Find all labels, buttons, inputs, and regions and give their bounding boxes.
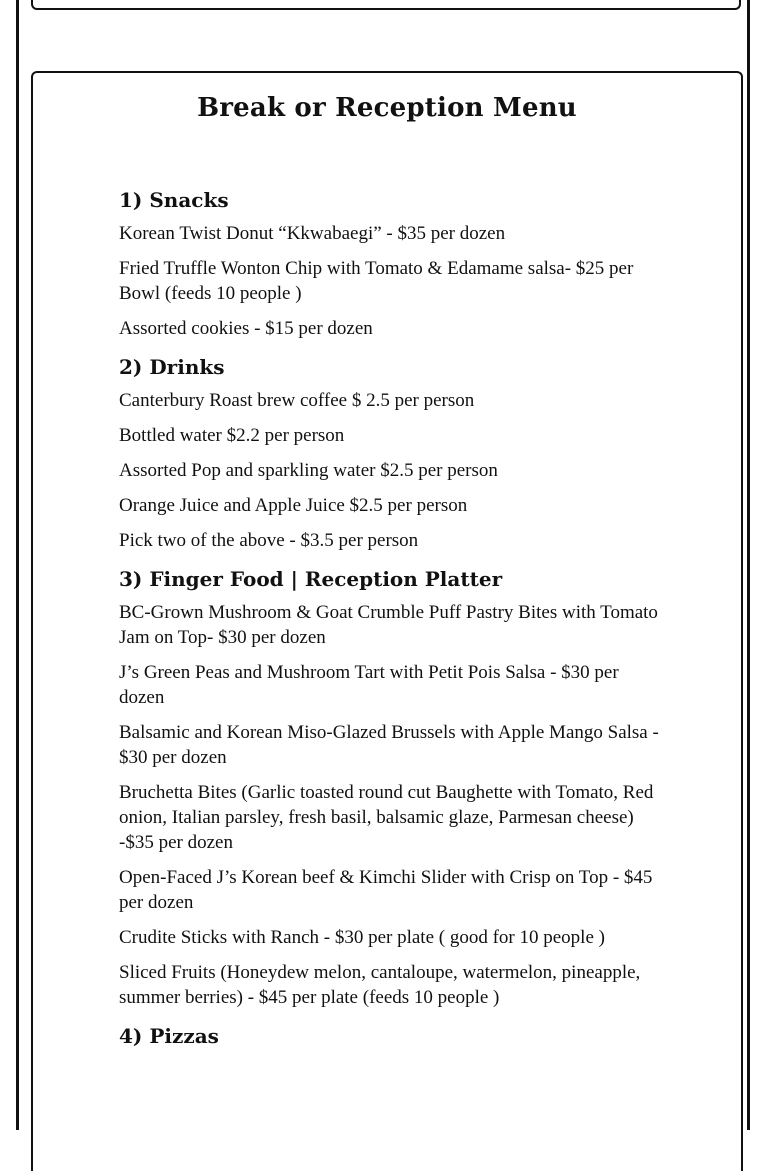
- menu-item: Open-Faced J’s Korean beef & Kimchi Slider with Crisp on Top - $45 per dozen: [119, 867, 653, 913]
- menu-item: Balsamic and Korean Miso-Glazed Brussels with Apple Mango Salsa - $30 per dozen: [119, 722, 659, 768]
- section-heading: 2) Drinks: [119, 355, 225, 379]
- section-pizzas: [119, 1024, 659, 1048]
- menu-item: Canterbury Roast brew coffee $ 2.5 per person: [119, 390, 475, 411]
- menu-item: Bottled water $2.2 per person: [119, 425, 345, 446]
- menu-page: [16, 0, 750, 1130]
- menu-item: Sliced Fruits (Honeydew melon, cantaloupe, watermelon, pineapple, summer berries) - $45 per plate (feeds 10 people ): [119, 962, 641, 1008]
- section-drinks: [119, 355, 659, 553]
- menu-item: Orange Juice and Apple Juice $2.5 per person: [119, 495, 468, 516]
- menu-item: Korean Twist Donut “Kkwabaegi” - $35 per dozen: [119, 223, 506, 244]
- menu-item: BC-Grown Mushroom & Goat Crumble Puff Pastry Bites with Tomato Jam on Top- $30 per dozen: [119, 602, 658, 648]
- section-finger-food: [119, 567, 659, 1010]
- menu-item: Pick two of the above - $3.5 per person: [119, 530, 419, 551]
- menu-item: Fried Truffle Wonton Chip with Tomato & Edamame salsa- $25 per Bowl (feeds 10 people ): [119, 258, 634, 304]
- menu-item: Crudite Sticks with Ranch - $30 per plate ( good for 10 people ): [119, 927, 605, 948]
- menu-item: Assorted Pop and sparkling water $2.5 per person: [119, 460, 498, 481]
- break-reception-menu-card: [31, 71, 743, 1171]
- menu-content: [119, 188, 659, 1062]
- section-heading: 4) Pizzas: [119, 1024, 219, 1048]
- menu-title: Break or Reception Menu: [197, 93, 577, 123]
- section-heading: 1) Snacks: [119, 188, 229, 212]
- section-snacks: [119, 188, 659, 341]
- section-heading: 3) Finger Food | Reception Platter: [119, 567, 503, 591]
- menu-item: J’s Green Peas and Mushroom Tart with Petit Pois Salsa - $30 per dozen: [119, 662, 619, 708]
- previous-section-box: [31, 0, 741, 10]
- menu-item: Bruchetta Bites (Garlic toasted round cut Baughette with Tomato, Red onion, Italian parsley, fresh basil, balsamic glaze, Parmesan cheese) -$35 per dozen: [119, 782, 654, 853]
- menu-item: Assorted cookies - $15 per dozen: [119, 318, 373, 339]
